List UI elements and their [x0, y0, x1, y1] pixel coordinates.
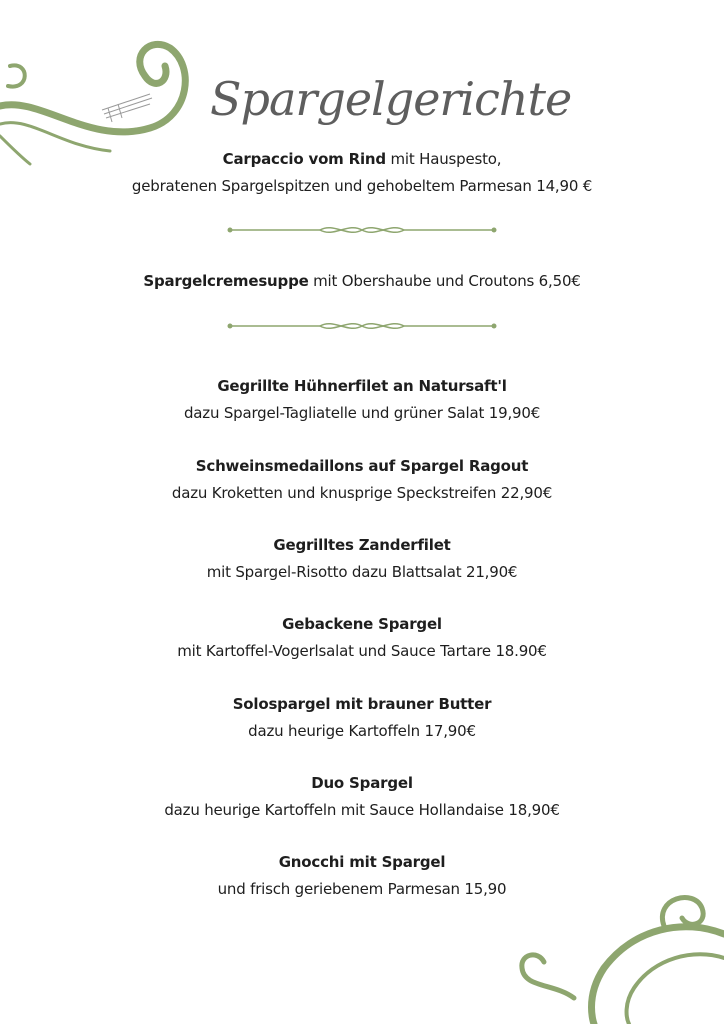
soup-name: Spargelcremesuppe: [143, 272, 309, 290]
asparagus-icon: [102, 94, 152, 122]
dish-name: Gnocchi mit Spargel: [278, 853, 446, 871]
dish-description: mit Kartoffel-Vogerlsalat und Sauce Tartare 18.90€: [177, 642, 547, 660]
ornament-divider: [224, 222, 500, 238]
starter-line-2: gebratenen Spargelspitzen und gehobeltem Parmesan 14,90 €: [131, 177, 593, 195]
dish-name: Gebackene Spargel: [282, 615, 442, 633]
dish-name: Gegrillte Hühnerfilet an Natursaft'l: [217, 377, 507, 395]
bottom-right-swirl-ornament: [514, 888, 724, 1024]
menu-title: Spargelgerichte: [210, 72, 572, 126]
dish-description: dazu heurige Kartoffeln mit Sauce Hollandaise 18,90€: [164, 801, 560, 819]
soup-rest: mit Obershaube und Croutons 6,50€: [308, 272, 581, 290]
dish-name: Duo Spargel: [311, 774, 413, 792]
dish-description: mit Spargel-Risotto dazu Blattsalat 21,90€: [206, 563, 518, 581]
dish-description: dazu Spargel-Tagliatelle und grüner Salat 19,90€: [183, 404, 541, 422]
starter-line1-rest: mit Hauspesto,: [385, 150, 502, 168]
dish-name: Gegrilltes Zanderfilet: [273, 536, 451, 554]
dish-description: und frisch geriebenem Parmesan 15,90: [217, 880, 507, 898]
soup-line: [0, 272, 724, 290]
starter-line-1: [0, 150, 724, 168]
dish-description: dazu heurige Kartoffeln 17,90€: [248, 722, 476, 740]
dish-description: dazu Kroketten und knusprige Speckstreifen 22,90€: [171, 484, 553, 502]
ornament-divider: [224, 318, 500, 334]
dish-name: Schweinsmedaillons auf Spargel Ragout: [195, 457, 529, 475]
dish-name: Solospargel mit brauner Butter: [232, 695, 492, 713]
starter-name: Carpaccio vom Rind: [222, 150, 386, 168]
